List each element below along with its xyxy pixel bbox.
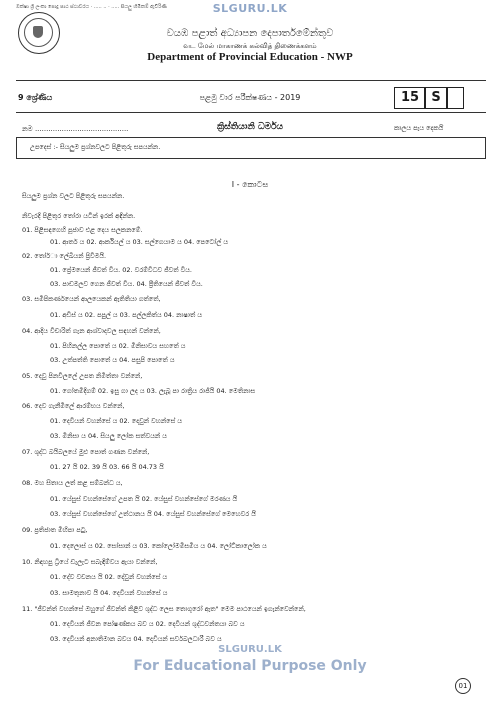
answer-options: 01. දේව වචනය යි 02. දේවුන් වහන්සේ ය [50, 573, 168, 581]
answer-options: 01. දෙවියන් ජීවන පෝෂණ්කය බව ය 02. දෙවියන් ශුද්ධවන්තයා බව ය [50, 620, 245, 628]
answer-options: 03. උත්පත්ති පොතේ ය 04. පසුපි පොතේ ය [50, 356, 175, 364]
question-line: 06. දෙව ගැනීමිලේ ආරම්භය වන්නේ, [22, 402, 125, 410]
code-empty-box [446, 87, 464, 109]
header-tamil: வட மேல் மாகாணக் கல்வித் திணைக்களம் [183, 42, 317, 50]
subject-title: ක්‍රිස්තියානි ධර්මය [216, 122, 283, 132]
answer-options: 01. දෙවියන් වහන්සේ ය 02. දෙවුන් වහන්සේ ය [50, 417, 183, 425]
divider-line [16, 80, 486, 81]
answer-options: 01. අඩිස් ය 02. පපුල් ය 03. පල්ලකිත්ය 04. නාෂාත් ය [50, 311, 203, 319]
instruction-text: උපදෙස් :- සියලුම ප්‍රශ්නවලට පිළිතුරු සපයන්න. [30, 143, 161, 151]
answer-options: 03. සාමතුනාව යි 04. දෙවියන් වහන්සේ ය [50, 589, 168, 597]
watermark-bottom-notice: For Educational Purpose Only [133, 658, 367, 674]
section-heading: I - කොටස [231, 180, 269, 189]
page-number: 01 [455, 678, 471, 694]
answer-options: 03. පාඩමලව ගෙන ජීවත් විය. 04. ප්‍රීතියෙන් ජීවත් විය. [50, 280, 203, 288]
watermark-top: SLGURU.LK [212, 2, 288, 15]
header-sinhala: වයඹ පළාත් අධ්‍යාපන දෙපාර්තමේන්තුව [166, 28, 334, 39]
answer-options: 01. ප්‍රේමයෙන් ජීවත් විය. 02. වරම්විධව ජීවත් විය. [50, 266, 192, 274]
question-line: 02. තෝර්ා ලේඛියන් ප්‍රිවිමයි. [22, 252, 107, 260]
answer-options: 03. මිනිසා ය 04. සියලු ලෝක සත්වයන් ය [50, 432, 167, 440]
answer-options: 01. පිහිනල්ල පොතේ ය 02. මිනිසාවය සහතේ ය [50, 342, 186, 350]
question-line: 01. පිළිසඳගෙහි පූජාව එළ දෙය සලකනමේ. [22, 226, 143, 234]
question-line: 07. ශුද්ධ බයිබලයේ මුළු පොත් ගණන වන්නේ, [22, 448, 150, 456]
divider-line [16, 112, 486, 113]
time-allowed: කාලය පැය දෙකයි [394, 124, 444, 132]
code-letter-box: S [424, 87, 448, 109]
question-line: 05. දෙවු පිනවිලලේ උපත නිමිත්තා වන්නේ, [22, 372, 143, 380]
answer-options: 01. 27 යි 02. 39 යි 03. 66 යි 04.73 යි [50, 463, 164, 471]
intro-line: සියලුම ප්‍රශ්න වලට පිළිතුරු සපයන්න. [22, 192, 125, 200]
header-english: Department of Provincial Education - NWP [147, 51, 353, 63]
code-number-box: 15 [394, 87, 426, 109]
question-line: 08. මහ සිතාය ලත් කළ සම්බන්ධ ය, [22, 479, 123, 487]
watermark-bottom-site: SLGURU.LK [218, 644, 282, 655]
question-line: 04. ආදිය විචාරිත් ගැන ආශ්වාදවල සඳහන් වන්නේ, [22, 327, 161, 335]
answer-options: 03. දෙවියන් අනාතිමාන බවය 04. දෙවියන් සර්වබලධාරී බව ය [50, 635, 222, 643]
question-line: 03. සමීපිකර්ණයෙන් ආලයෙකන් ඇතිතියා ගත්තේ, [22, 295, 161, 303]
answer-options: 01. ගෝතමිදිගම් 02. ඉසු ගා ලද ය 03. ලැබූ පා රාත්‍රිය රාජියි 04. මෙතිනාස [50, 387, 256, 395]
name-field-label: නම .......................................... [22, 125, 129, 133]
question-line: 11. "ජීවන්ත් වහන්සේ ඔහුගේ ජීවන්ත් කිළිව ශුද්ධ ලෙස තොගුරෝ ඇත" මෙම පාඨයෙන් ඉගැන්වෙන්නේ, [22, 605, 306, 613]
answer-options: 03. යේසුස් වහන්සේගේ උත්ථානය යි 04. යේසුස් වහන්සේගේ මෙහෙවර යි [50, 510, 256, 518]
question-line: 10. නිඳහපු ධ්‍රීයේ ඩැලැට සබැඳිම්වය ඇයා වන්නේ, [22, 558, 158, 566]
grade-label: 9 ශ්‍රේණිය [18, 93, 53, 102]
intro-line: නිවැරදි පිළිතුර තෝරා යටින් ඉරක් අඳින්න. [22, 212, 136, 220]
answer-options: 01. දෙලොස් ය 02. සෝසාන් ය 03. කෝලෝමමිසමිය ය 04. ලෝට්කාලෝක ය [50, 542, 267, 550]
answer-options: 01. යේසුස් වහන්සේගේ උපත යි 02. යේසුස් වහන්සේගේ මරණය යි [50, 495, 238, 503]
top-note: ඔක්ෂා ශ්‍රී ලංකා පොදු පාඨ ස්ථාවරය · ..... .. · ..... සියලු හිමිකම් ඇවිරිණි [16, 4, 167, 10]
answer-options: 01. ආර්ත ය 02. ආර්කියල් ය 03. සල්ගෙයාම ය 04. පෙටෝල් ය [50, 238, 229, 246]
question-line: 09. ප්‍රතිජාත මිහිපා පටු, [22, 526, 88, 534]
exam-title: පළමු වාර පරීක්ෂණය - 2019 [199, 93, 301, 102]
